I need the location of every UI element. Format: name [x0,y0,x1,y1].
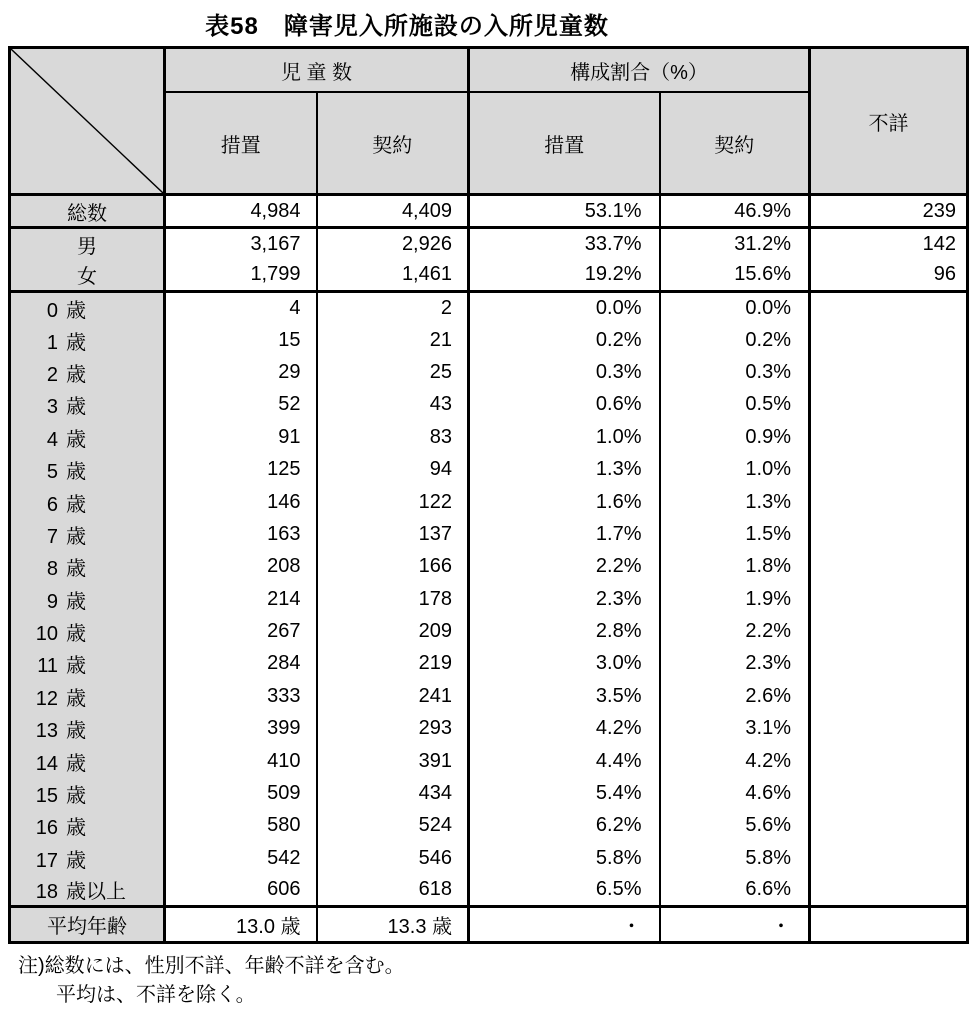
cell-placement-count: 91 [165,421,317,453]
header-composition-ratio: 構成割合（%） [469,48,810,93]
cell-unknown [810,551,968,583]
footnote-line-1: 注)総数には、性別不詳、年齢不詳を含む。 [18,955,405,978]
cell-placement-ratio: 3.0% [469,648,660,680]
row-label [10,680,165,712]
cell-contract-ratio: 3.1% [660,713,810,745]
cell-contract-count: 83 [317,421,469,453]
cell-contract-ratio: 0.2% [660,324,810,356]
cell-unknown [810,842,968,874]
table-row [10,486,968,518]
cell-placement-ratio: 0.3% [469,356,660,388]
footnote-line-2: 平均は、不詳を除く。 [56,984,256,1007]
age-unit: 歳以上 [66,881,126,904]
cell-contract-ratio: 2.3% [660,648,810,680]
cell-contract-count: 241 [317,680,469,712]
cell-placement-count: 163 [165,518,317,550]
cell-contract-ratio: 1.5% [660,518,810,550]
cell-placement-count: 606 [165,875,317,907]
row-label [10,551,165,583]
cell-unknown [810,518,968,550]
age-unit: 歳 [66,461,86,484]
cell-placement-count: 214 [165,583,317,615]
table-row [10,324,968,356]
page [0,6,974,1010]
cell-unknown [810,777,968,809]
cell-unknown [810,713,968,745]
cell-unknown [810,453,968,485]
age-unit: 歳 [66,785,86,808]
header-contract-ratio: 契約 [660,92,810,195]
section-gender [10,228,968,292]
header-contract-count: 契約 [317,92,469,195]
cell-contract-count: 219 [317,648,469,680]
cell-placement-ratio: 1.0% [469,421,660,453]
age-unit: 歳 [66,331,86,354]
footnotes [0,952,974,1010]
table-row [10,680,968,712]
header-children-count: 児 童 数 [165,48,469,93]
cell-placement-count: 333 [165,680,317,712]
cell-placement-ratio: 2.3% [469,583,660,615]
age-number: 16 [35,817,58,840]
table-row [10,292,968,324]
cell-contract-ratio: 5.6% [660,810,810,842]
cell-contract-count: 94 [317,453,469,485]
age-unit: 歳 [66,720,86,743]
table-row [10,745,968,777]
cell-contract-ratio: ・ [660,907,810,943]
cell-unknown [810,486,968,518]
row-label [10,745,165,777]
cell-contract-count: 178 [317,583,469,615]
cell-placement-ratio: 0.0% [469,292,660,324]
table-row [10,583,968,615]
cell-placement-count: 15 [165,324,317,356]
cell-contract-ratio: 0.5% [660,389,810,421]
age-unit: 歳 [66,687,86,710]
cell-contract-count: 618 [317,875,469,907]
cell-placement-ratio: 6.5% [469,875,660,907]
row-label [10,389,165,421]
cell-contract-count: 13.3 歳 [317,907,469,943]
cell-placement-count: 125 [165,453,317,485]
cell-placement-ratio: 4.2% [469,713,660,745]
cell-placement-count: 13.0 歳 [165,907,317,943]
age-unit: 歳 [66,363,86,386]
cell-contract-count: 137 [317,518,469,550]
header-placement-count: 措置 [165,92,317,195]
cell-unknown [810,745,968,777]
age-unit: 歳 [66,493,86,516]
cell-unknown: 142 [810,228,968,260]
diagonal-line [11,49,163,193]
row-label [10,842,165,874]
age-unit: 歳 [66,817,86,840]
cell-contract-ratio: 1.0% [660,453,810,485]
cell-contract-count: 2 [317,292,469,324]
row-label [10,713,165,745]
age-number: 4 [46,428,58,451]
cell-contract-count: 293 [317,713,469,745]
cell-contract-count: 2,926 [317,228,469,260]
row-label [10,875,165,907]
row-label: 男 [10,228,165,260]
cell-placement-count: 3,167 [165,228,317,260]
cell-placement-count: 208 [165,551,317,583]
section-average [10,907,968,943]
cell-placement-ratio: 19.2% [469,260,660,292]
cell-unknown [810,810,968,842]
cell-contract-ratio: 0.9% [660,421,810,453]
age-number: 8 [46,558,58,581]
age-number: 10 [35,623,58,646]
age-number: 14 [35,752,58,775]
cell-placement-ratio: 2.8% [469,615,660,647]
table-row [10,810,968,842]
table-row [10,551,968,583]
age-unit: 歳 [66,558,86,581]
cell-contract-ratio: 5.8% [660,842,810,874]
cell-unknown: 239 [810,195,968,228]
cell-unknown [810,292,968,324]
table-row [10,875,968,907]
age-number: 2 [46,363,58,386]
age-number: 6 [46,493,58,516]
row-label: 総数 [10,195,165,228]
cell-placement-ratio: 0.6% [469,389,660,421]
cell-placement-count: 4 [165,292,317,324]
cell-placement-ratio: 53.1% [469,195,660,228]
cell-unknown [810,356,968,388]
age-unit: 歳 [66,525,86,548]
cell-placement-count: 267 [165,615,317,647]
cell-contract-ratio: 0.3% [660,356,810,388]
table-row [10,518,968,550]
age-unit: 歳 [66,752,86,775]
row-label [10,453,165,485]
cell-contract-count: 25 [317,356,469,388]
cell-placement-ratio: 1.7% [469,518,660,550]
row-label [10,648,165,680]
cell-contract-ratio: 0.0% [660,292,810,324]
row-label [10,421,165,453]
table-row [10,907,968,943]
cell-contract-count: 546 [317,842,469,874]
cell-placement-count: 542 [165,842,317,874]
row-label [10,356,165,388]
table-row [10,648,968,680]
cell-placement-count: 1,799 [165,260,317,292]
cell-contract-ratio: 31.2% [660,228,810,260]
table-row [10,777,968,809]
table-row [10,842,968,874]
table-title: 表58 障害児入所施設の入所児童数 [205,13,609,40]
cell-placement-count: 4,984 [165,195,317,228]
cell-placement-count: 52 [165,389,317,421]
cell-placement-count: 146 [165,486,317,518]
age-number: 7 [46,525,58,548]
age-number: 18 [35,881,58,904]
cell-contract-ratio: 2.2% [660,615,810,647]
diagonal-header-cell [10,48,165,195]
cell-placement-ratio: 1.3% [469,453,660,485]
age-number: 0 [46,299,58,322]
cell-unknown [810,648,968,680]
section-age [10,292,968,907]
table-row [10,713,968,745]
cell-contract-count: 1,461 [317,260,469,292]
cell-contract-ratio: 1.8% [660,551,810,583]
age-unit: 歳 [66,428,86,451]
cell-unknown [810,907,968,943]
statistics-table [8,46,969,944]
row-label [10,777,165,809]
cell-placement-count: 399 [165,713,317,745]
cell-placement-ratio: 3.5% [469,680,660,712]
age-unit: 歳 [66,655,86,678]
age-number: 15 [35,785,58,808]
cell-placement-ratio: 4.4% [469,745,660,777]
cell-contract-ratio: 1.3% [660,486,810,518]
cell-unknown [810,389,968,421]
age-number: 9 [46,590,58,613]
cell-contract-ratio: 46.9% [660,195,810,228]
row-label [10,486,165,518]
age-unit: 歳 [66,590,86,613]
cell-contract-count: 122 [317,486,469,518]
cell-contract-count: 209 [317,615,469,647]
row-label [10,518,165,550]
cell-contract-count: 434 [317,777,469,809]
age-unit: 歳 [66,299,86,322]
table-row [10,356,968,388]
table-row [10,453,968,485]
cell-contract-ratio: 4.6% [660,777,810,809]
table-row [10,421,968,453]
table-row [10,389,968,421]
cell-placement-ratio: 33.7% [469,228,660,260]
cell-placement-ratio: 5.8% [469,842,660,874]
cell-contract-count: 21 [317,324,469,356]
cell-contract-ratio: 4.2% [660,745,810,777]
age-number: 5 [46,461,58,484]
header-group-row [10,48,968,93]
cell-placement-ratio: 6.2% [469,810,660,842]
cell-contract-count: 4,409 [317,195,469,228]
cell-contract-count: 391 [317,745,469,777]
cell-contract-count: 43 [317,389,469,421]
cell-placement-count: 580 [165,810,317,842]
cell-contract-ratio: 15.6% [660,260,810,292]
cell-contract-ratio: 2.6% [660,680,810,712]
cell-contract-ratio: 6.6% [660,875,810,907]
cell-unknown [810,615,968,647]
cell-unknown [810,421,968,453]
age-number: 12 [35,687,58,710]
table-row [10,615,968,647]
cell-placement-count: 509 [165,777,317,809]
row-label [10,324,165,356]
cell-placement-count: 284 [165,648,317,680]
age-unit: 歳 [66,396,86,419]
cell-unknown [810,324,968,356]
cell-contract-ratio: 1.9% [660,583,810,615]
table-row [10,228,968,260]
cell-unknown: 96 [810,260,968,292]
table-header [10,48,968,195]
row-label: 女 [10,260,165,292]
cell-placement-ratio: 1.6% [469,486,660,518]
age-number: 3 [46,396,58,419]
row-label: 平均年齢 [10,907,165,943]
row-label [10,615,165,647]
age-number: 17 [35,849,58,872]
cell-placement-ratio: 0.2% [469,324,660,356]
table-row [10,195,968,228]
cell-unknown [810,583,968,615]
age-unit: 歳 [66,623,86,646]
cell-placement-ratio: ・ [469,907,660,943]
age-number: 11 [37,655,58,678]
header-placement-ratio: 措置 [469,92,660,195]
age-unit: 歳 [66,849,86,872]
age-number: 1 [46,331,58,354]
cell-contract-count: 166 [317,551,469,583]
table-row [10,260,968,292]
age-number: 13 [35,720,58,743]
cell-placement-count: 410 [165,745,317,777]
row-label [10,583,165,615]
section-total [10,195,968,228]
cell-contract-count: 524 [317,810,469,842]
cell-placement-ratio: 5.4% [469,777,660,809]
row-label [10,810,165,842]
row-label [10,292,165,324]
cell-placement-count: 29 [165,356,317,388]
cell-placement-ratio: 2.2% [469,551,660,583]
cell-unknown [810,680,968,712]
cell-unknown [810,875,968,907]
header-unknown: 不詳 [810,48,968,195]
